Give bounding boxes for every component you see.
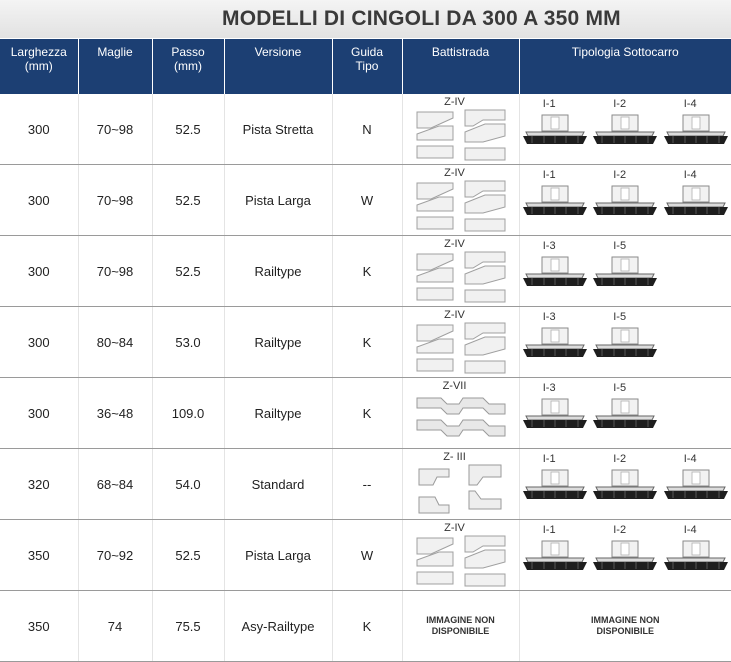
undercarriage-item — [591, 98, 659, 146]
undercarriage-image — [592, 396, 658, 430]
cell-tread — [402, 165, 519, 236]
cell-links: 36~48 — [78, 378, 152, 449]
cell-tread — [402, 236, 519, 307]
cell-width: 350 — [0, 591, 78, 662]
undercarriage-item — [662, 169, 730, 217]
header-tread: Battistrada — [402, 39, 519, 94]
cell-width: 300 — [0, 94, 78, 165]
table-row — [0, 449, 731, 520]
cell-version: Pista Larga — [224, 520, 332, 591]
cell-undercarriage — [519, 378, 731, 449]
undercarriage-code: I-3 — [543, 382, 589, 394]
table-row — [0, 520, 731, 591]
undercarriage-item — [521, 240, 589, 288]
undercarriage-item — [662, 524, 730, 572]
undercarriage-code: I-3 — [543, 240, 589, 252]
undercarriage-image — [592, 467, 658, 501]
cell-tread — [402, 94, 519, 165]
undercarriage-image — [522, 538, 588, 572]
cell-pitch: 75.5 — [152, 591, 224, 662]
undercarriage-image — [522, 396, 588, 430]
undercarriage-item — [521, 524, 589, 572]
undercarriage-image — [592, 112, 658, 146]
undercarriage-code: I-4 — [684, 98, 730, 110]
cell-pitch: 52.5 — [152, 236, 224, 307]
cell-links: 70~98 — [78, 236, 152, 307]
undercarriage-code: I-4 — [684, 524, 730, 536]
cell-guide: W — [332, 520, 402, 591]
undercarriage-code: I-2 — [613, 98, 659, 110]
undercarriage-image — [663, 183, 729, 217]
undercarriage-item — [591, 453, 659, 501]
undercarriage-image — [663, 112, 729, 146]
title-bar — [0, 0, 731, 38]
header-width: Larghezza (mm) — [0, 39, 78, 94]
undercarriage-image — [522, 467, 588, 501]
header-version: Versione — [224, 39, 332, 94]
cell-width: 300 — [0, 378, 78, 449]
cell-links: 70~92 — [78, 520, 152, 591]
undercarriage-code: I-5 — [613, 382, 659, 394]
tread-code: Z-VII — [391, 380, 519, 392]
cell-links: 70~98 — [78, 165, 152, 236]
cell-undercarriage — [519, 94, 731, 165]
cell-undercarriage — [519, 165, 731, 236]
undercarriage-item — [521, 382, 589, 430]
undercarriage-item — [521, 311, 589, 359]
cell-links: 74 — [78, 591, 152, 662]
undercarriage-code: I-1 — [543, 453, 589, 465]
undercarriage-image — [663, 467, 729, 501]
cell-width: 320 — [0, 449, 78, 520]
cell-pitch: 54.0 — [152, 449, 224, 520]
cell-guide: N — [332, 94, 402, 165]
undercarriage-code: I-2 — [613, 524, 659, 536]
cell-undercarriage — [519, 591, 731, 662]
cell-undercarriage — [519, 520, 731, 591]
undercarriage-code: I-2 — [613, 169, 659, 181]
tread-code: Z- III — [391, 451, 519, 463]
page-title: MODELLI DI CINGOLI DA 300 A 350 MM — [222, 7, 621, 31]
tread-pattern-image — [413, 392, 509, 444]
table-row — [0, 307, 731, 378]
image-unavailable-text: DISPONIBILE — [520, 626, 731, 637]
undercarriage-code: I-5 — [613, 240, 659, 252]
undercarriage-code: I-4 — [684, 453, 730, 465]
cell-guide: K — [332, 307, 402, 378]
cell-version: Railtype — [224, 307, 332, 378]
cell-links: 70~98 — [78, 94, 152, 165]
cell-width: 300 — [0, 307, 78, 378]
tread-pattern-image — [413, 179, 509, 235]
table-row — [0, 378, 731, 449]
track-models-table — [0, 39, 731, 662]
tread-code: Z-IV — [391, 309, 519, 321]
undercarriage-item — [521, 169, 589, 217]
header-guide: Guida Tipo — [332, 39, 402, 94]
image-unavailable-text: IMMAGINE NON — [520, 615, 731, 626]
cell-version: Standard — [224, 449, 332, 520]
header-row — [0, 39, 731, 94]
cell-links: 80~84 — [78, 307, 152, 378]
cell-width: 300 — [0, 236, 78, 307]
undercarriage-image — [592, 325, 658, 359]
cell-version: Pista Larga — [224, 165, 332, 236]
cell-tread — [402, 449, 519, 520]
cell-pitch: 53.0 — [152, 307, 224, 378]
cell-version: Pista Stretta — [224, 94, 332, 165]
undercarriage-image — [522, 254, 588, 288]
table-row — [0, 591, 731, 662]
cell-links: 68~84 — [78, 449, 152, 520]
undercarriage-image — [522, 183, 588, 217]
undercarriage-image — [592, 254, 658, 288]
undercarriage-item — [521, 453, 589, 501]
cell-pitch: 52.5 — [152, 94, 224, 165]
cell-tread — [402, 591, 519, 662]
cell-guide: W — [332, 165, 402, 236]
cell-version: Railtype — [224, 378, 332, 449]
undercarriage-item — [662, 98, 730, 146]
cell-pitch: 52.5 — [152, 165, 224, 236]
cell-width: 350 — [0, 520, 78, 591]
cell-guide: -- — [332, 449, 402, 520]
cell-tread — [402, 307, 519, 378]
cell-version: Asy-Railtype — [224, 591, 332, 662]
undercarriage-item — [591, 311, 659, 359]
cell-tread — [402, 520, 519, 591]
undercarriage-code: I-1 — [543, 169, 589, 181]
undercarriage-code: I-3 — [543, 311, 589, 323]
undercarriage-image — [592, 538, 658, 572]
cell-undercarriage — [519, 307, 731, 378]
tread-code: Z-IV — [391, 522, 519, 534]
undercarriage-item — [591, 240, 659, 288]
undercarriage-image — [522, 112, 588, 146]
cell-undercarriage — [519, 236, 731, 307]
cell-guide: K — [332, 378, 402, 449]
header-links: Maglie — [78, 39, 152, 94]
tread-code: Z-IV — [391, 167, 519, 179]
undercarriage-code: I-2 — [613, 453, 659, 465]
tread-pattern-image — [413, 534, 509, 590]
image-unavailable-text: DISPONIBILE — [403, 626, 519, 637]
undercarriage-image — [522, 325, 588, 359]
undercarriage-item — [521, 98, 589, 146]
header-pitch: Passo (mm) — [152, 39, 224, 94]
undercarriage-code: I-1 — [543, 98, 589, 110]
tread-code: Z-IV — [391, 96, 519, 108]
cell-guide: K — [332, 591, 402, 662]
table-row — [0, 236, 731, 307]
undercarriage-item — [591, 169, 659, 217]
cell-width: 300 — [0, 165, 78, 236]
undercarriage-code: I-1 — [543, 524, 589, 536]
tread-pattern-image — [413, 321, 509, 377]
cell-tread — [402, 378, 519, 449]
cell-version: Railtype — [224, 236, 332, 307]
header-undercarriage: Tipologia Sottocarro — [519, 39, 731, 94]
cell-guide: K — [332, 236, 402, 307]
undercarriage-item — [662, 453, 730, 501]
undercarriage-image — [663, 538, 729, 572]
cell-pitch: 52.5 — [152, 520, 224, 591]
undercarriage-item — [591, 382, 659, 430]
undercarriage-code: I-4 — [684, 169, 730, 181]
undercarriage-code: I-5 — [613, 311, 659, 323]
tread-code: Z-IV — [391, 238, 519, 250]
table-row — [0, 94, 731, 165]
tread-pattern-image — [413, 250, 509, 306]
undercarriage-image — [592, 183, 658, 217]
tread-pattern-image — [413, 463, 509, 519]
table-row — [0, 165, 731, 236]
cell-undercarriage — [519, 449, 731, 520]
cell-pitch: 109.0 — [152, 378, 224, 449]
image-unavailable-text: IMMAGINE NON — [403, 615, 519, 626]
tread-pattern-image — [413, 108, 509, 164]
undercarriage-item — [591, 524, 659, 572]
